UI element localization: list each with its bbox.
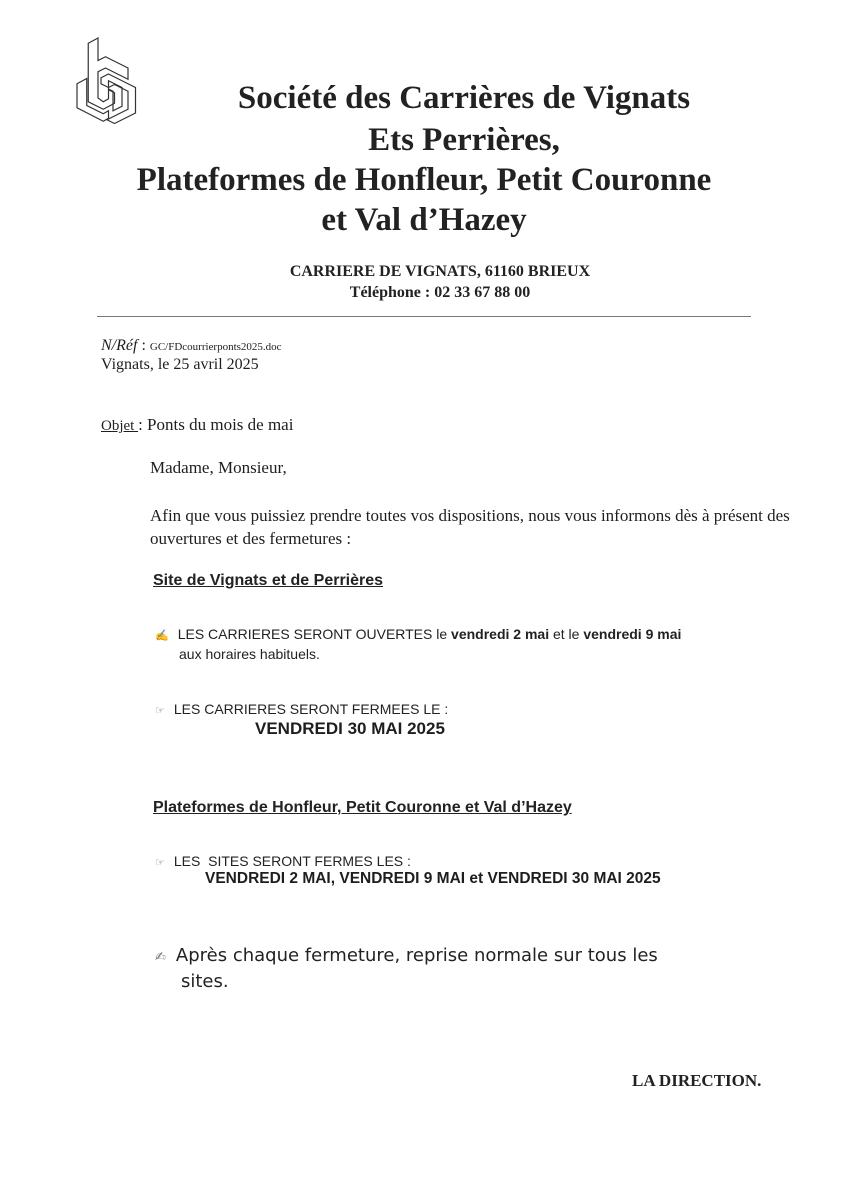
reference-label: N/Réf <box>101 337 138 354</box>
reference <box>101 337 282 355</box>
opening-date-1: vendredi 2 mai <box>451 626 550 642</box>
header-divider <box>97 316 751 317</box>
closing-notice-vignats <box>155 699 448 721</box>
closing-text-vignats: LES CARRIERES SERONT FERMEES LE : <box>173 701 449 717</box>
closing-line-1: Après chaque fermeture, reprise normale sur tous les <box>175 945 658 966</box>
closing-date-vignats: VENDREDI 30 MAI 2025 <box>255 719 445 738</box>
company-title-line-1: Société des Carrières de Vignats <box>237 80 691 116</box>
intro-paragraph: Afin que vous puissiez prendre toutes vos dispositions, nous vous informons dès à présent des ouvertures et des fermetures : <box>150 506 790 548</box>
company-title-line-4: et Val d’Hazey <box>321 202 527 238</box>
salutation: Madame, Monsieur, <box>150 458 287 477</box>
closing-text-plateformes: LES SITES SERONT FERMES LES : <box>173 853 411 869</box>
writing-hand-icon: ✍ <box>155 630 169 642</box>
company-title-line-3: Plateformes de Honfleur, Petit Couronne <box>136 162 712 198</box>
writing-hand-icon: ✍ <box>155 950 166 965</box>
closing-paragraph <box>155 944 755 994</box>
reference-separator: : <box>137 337 150 354</box>
company-phone: Téléphone : 02 33 67 88 00 <box>349 284 531 301</box>
opening-hours-note: aux horaires habituels. <box>179 646 320 662</box>
subject-value: : Ponts du mois de mai <box>138 415 294 434</box>
pointing-hand-icon: ☞ <box>155 705 165 717</box>
reference-value: GC/FDcourrierponts2025.doc <box>149 341 282 353</box>
letter-date: Vignats, le 25 avril 2025 <box>101 356 259 373</box>
company-title-line-2: Ets Perrières, <box>368 122 560 158</box>
pointing-hand-icon: ☞ <box>155 857 165 869</box>
opening-date-2: vendredi 9 mai <box>583 626 682 642</box>
opening-conjunction: et le <box>549 626 584 642</box>
subject-line <box>101 415 293 435</box>
subject-label: Objet <box>101 418 139 434</box>
signature: LA DIRECTION. <box>632 1071 762 1090</box>
closing-dates-plateformes: VENDREDI 2 MAI, VENDREDI 9 MAI et VENDREDI 30 MAI 2025 <box>205 870 661 887</box>
opening-notice <box>155 624 681 646</box>
section-title-vignats: Site de Vignats et de Perrières <box>153 572 384 589</box>
company-address: CARRIERE DE VIGNATS, 61160 BRIEUX <box>289 263 591 280</box>
closing-line-2: sites. <box>181 971 229 992</box>
opening-text: LES CARRIERES SERONT OUVERTES le <box>177 626 452 642</box>
section-title-plateformes: Plateformes de Honfleur, Petit Couronne et Val d’Hazey <box>153 799 572 816</box>
